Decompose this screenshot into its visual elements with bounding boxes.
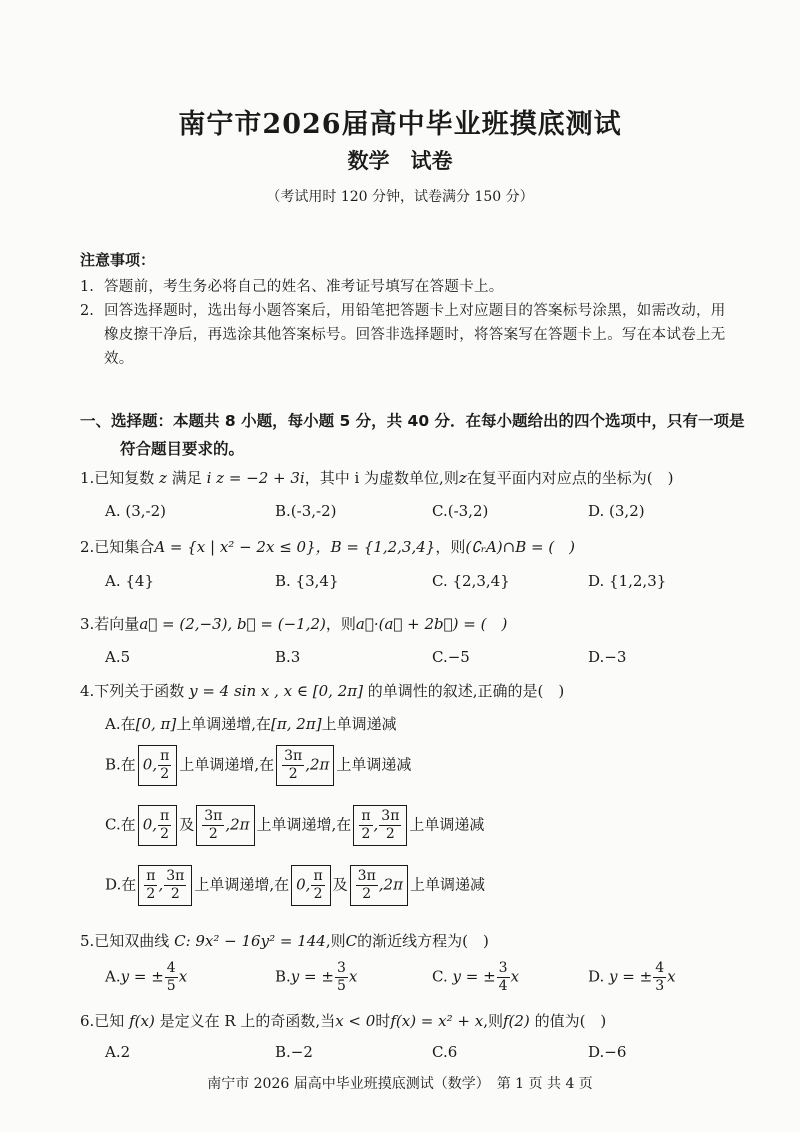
section-heading xyxy=(80,407,760,463)
question-6-stem: 6.已知 f(x) 是定义在 R 上的奇函数,当x < 0时f(x) = x² + x,则f(2) 的值为( ) xyxy=(80,1012,607,1030)
question-2-stem: 2.已知集合A = {x | x² − 2x ≤ 0}，B = {1,2,3,4}，则(∁ᵣA)∩B = ( ) xyxy=(80,538,576,556)
question-3-option-a: A.5 xyxy=(105,648,131,666)
notes-title: 注意事项： xyxy=(80,251,156,269)
question-1-option-d: D. (3,2) xyxy=(588,502,645,520)
question-1-option-a: A. (3,-2) xyxy=(105,502,166,520)
question-3-option-b: B.3 xyxy=(275,648,301,666)
question-5-option-b: B.y = ± $\frac{3}{5}$ x xyxy=(275,960,358,994)
question-3-option-c: C.−5 xyxy=(432,648,470,666)
section-line-2: 符合题目要求的。 xyxy=(120,440,245,458)
question-2-option-d: D. {1,2,3} xyxy=(588,572,667,590)
note-number: 1. xyxy=(80,279,94,295)
page-footer: 南宁市 2026 届高中毕业班摸底测试（数学） 第 1 页 共 4 页 xyxy=(207,1076,593,1092)
question-1-option-c: C.(-3,2) xyxy=(432,502,489,520)
note-text: 回答选择题时，选出每小题答案后，用铅笔把答题卡上对应题目的答案标号涂黑，如需改动，用橡皮擦干净后，再选涂其他答案标号。回答非选择题时，将答案写在答题卡上。写在本试卷上无效。 xyxy=(104,303,726,367)
question-4-option-b: B.在 0, $\frac{\pi}{2}$ 上单调递增,在 $\frac{3\pi}{2}$ ,2π 上单调递减 xyxy=(105,745,411,786)
exam-subtitle: 数学 试卷 xyxy=(347,148,453,173)
question-5-stem: 5.已知双曲线 C: 9x² − 16y² = 144,则C的渐近线方程为( ) xyxy=(80,932,489,950)
question-6-option-b: B.−2 xyxy=(275,1043,313,1061)
question-5-option-c: C. y = ± $\frac{3}{4}$ x xyxy=(432,960,520,994)
question-2-option-b: B. {3,4} xyxy=(275,572,339,590)
question-6-option-d: D.−6 xyxy=(588,1043,627,1061)
question-3-option-d: D.−3 xyxy=(588,648,627,666)
question-4-option-a: A.在[0, π]上单调递增,在[π, 2π]上单调递减 xyxy=(105,715,397,733)
exam-info: （考试用时 120 分钟，试卷满分 150 分） xyxy=(266,189,534,205)
question-4-option-d: D.在 $\frac{\pi}{2}$ , $\frac{3\pi}{2}$ 上单调递增,在 0, $\frac{\pi}{2}$ 及 $\frac{3\pi}{2}$ ,2π 上单调递减 xyxy=(105,865,485,906)
question-2-option-c: C. {2,3,4} xyxy=(432,572,510,590)
question-4-stem: 4.下列关于函数 y = 4 sin x , x ∈ [0, 2π] 的单调性的叙述,正确的是( ) xyxy=(80,682,565,700)
question-2-option-a: A. {4} xyxy=(105,572,154,590)
note-item xyxy=(80,299,740,371)
question-5-option-a: A.y = ± $\frac{4}{5}$ x xyxy=(105,960,188,994)
question-3-stem: 3.若向量a⃗ = (2,−3), b⃗ = (−1,2)，则a⃗·(a⃗ + 2b⃗) = ( ) xyxy=(80,615,508,633)
question-5-option-d: D. y = ± $\frac{4}{3}$ x xyxy=(588,960,676,994)
question-6-option-c: C.6 xyxy=(432,1043,458,1061)
section-line-1: 一、选择题：本题共 8 小题，每小题 5 分，共 40 分．在每小题给出的四个选项中，只有一项是 xyxy=(80,412,745,430)
question-4-option-c: C.在 0, $\frac{\pi}{2}$ 及 $\frac{3\pi}{2}$ ,2π 上单调递增,在 $\frac{\pi}{2}$ , $\frac{3\pi}{2}$ 上单调递减 xyxy=(105,805,484,846)
note-text: 答题前，考生务必将自己的姓名、准考证号填写在答题卡上。 xyxy=(104,279,504,295)
exam-title: 南宁市2026届高中毕业班摸底测试 xyxy=(178,109,622,140)
question-1-stem: 1.已知复数 z 满足 i z = −2 + 3i，其中 i 为虚数单位,则z在复平面内对应点的坐标为( ) xyxy=(80,469,674,487)
question-6-option-a: A.2 xyxy=(105,1043,131,1061)
note-number: 2. xyxy=(80,303,94,319)
note-item xyxy=(80,275,740,299)
question-1-option-b: B.(-3,-2) xyxy=(275,502,337,520)
